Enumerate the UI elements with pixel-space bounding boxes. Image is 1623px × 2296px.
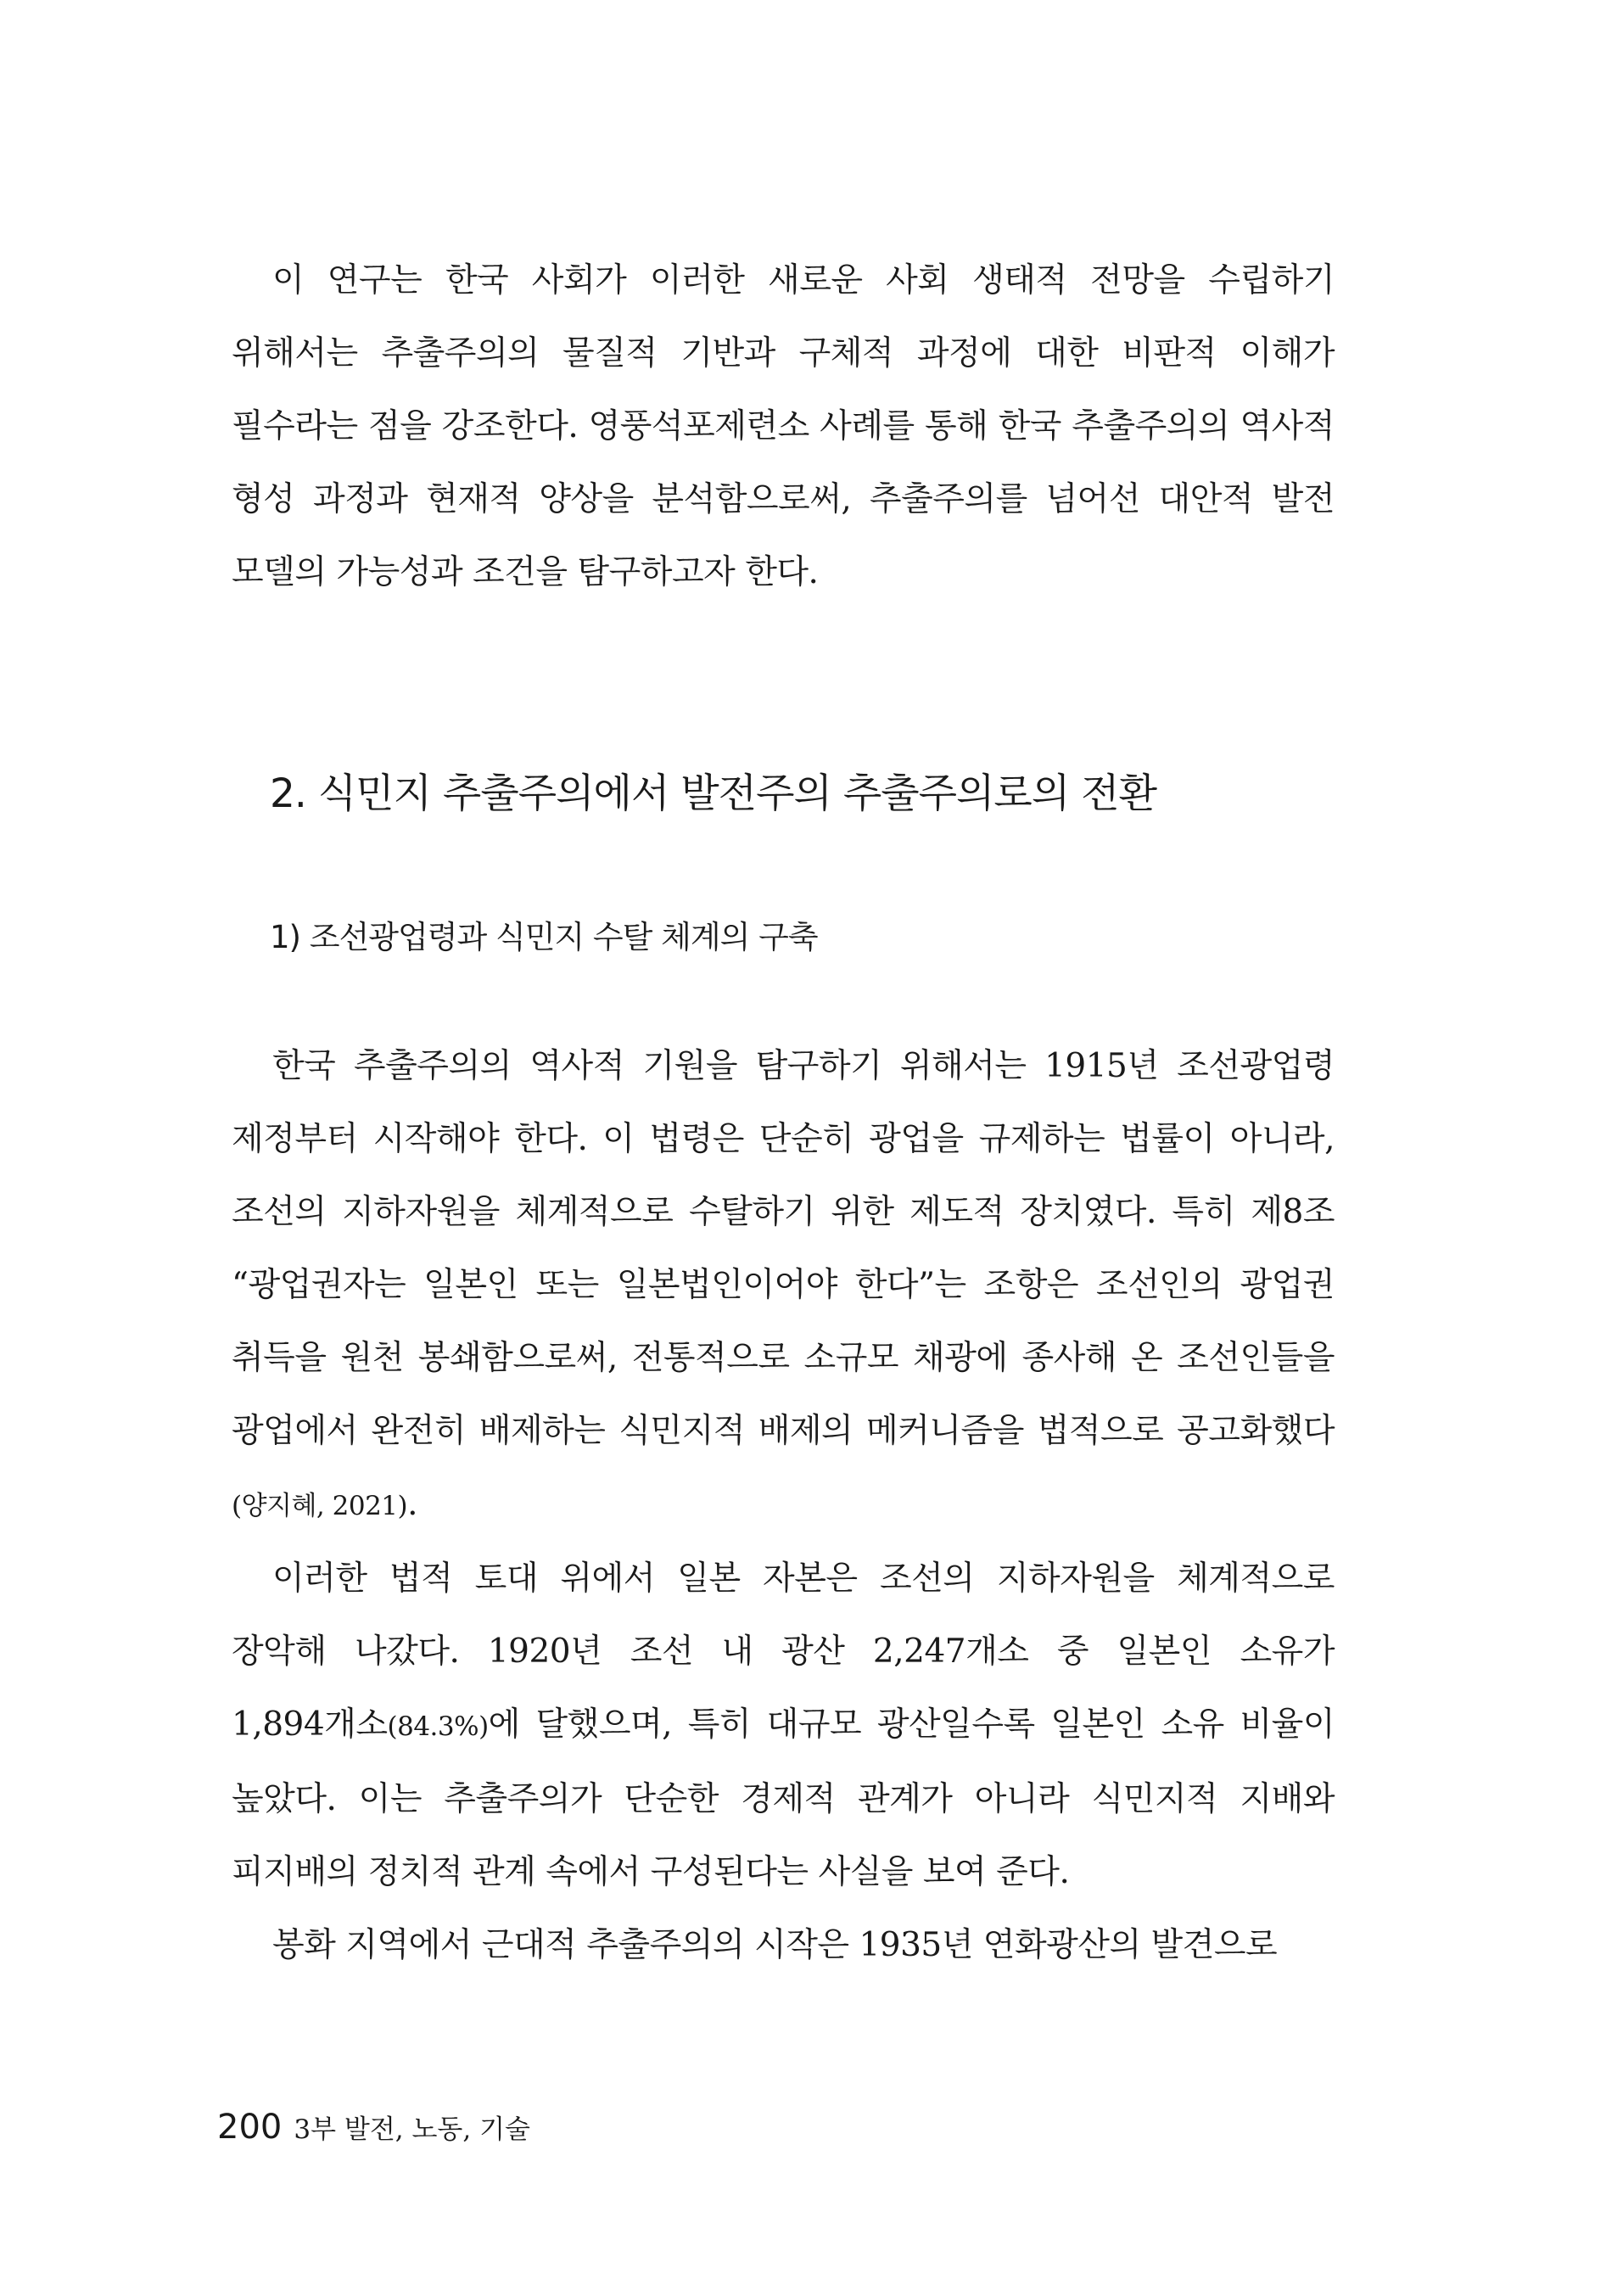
running-header: 3부 발전, 노동, 기술 bbox=[294, 2114, 530, 2145]
paragraph-2-rest: 에 달했으며, 특히 대규모 광산일수록 일본인 소유 비율이 높았다. 이는 추출주의가 단순한 경제적 관계가 아니라 식민지적 지배와 피지배의 정치적 관계 속에서 구성된다는 사실을 보여 준다. bbox=[232, 1705, 1335, 1891]
intro-block bbox=[232, 244, 1335, 609]
paragraph-1-end: . bbox=[407, 1485, 418, 1523]
body-block bbox=[232, 1030, 1335, 1982]
body-paragraph-3 bbox=[232, 1909, 1335, 1982]
page-footer bbox=[217, 2108, 530, 2147]
paragraph-1-text: 한국 추출주의의 역사적 기원을 탐구하기 위해서는 1915년 조선광업령 제정부터 시작해야 한다. 이 법령은 단순히 광업을 규제하는 법률이 아니라, 조선의 지하자원을 체계적으로 수탈하기 위한 제도적 장치였다. 특히 제8조 “광업권자는 일본인 또는 일본법인이어야 한다”는 조항은 조선인의 광업권 취득을 원천 봉쇄함으로써, 전통적으로 소규모 채광에 종사해 온 조선인들을 광업에서 완전히 배제하는 식민지적 배제의 메커니즘을 법적으로 공고화했다 bbox=[232, 1047, 1335, 1450]
subsection-heading: 1) 조선광업령과 식민지 수탈 체계의 구축 bbox=[270, 919, 818, 955]
paragraph-2-text: 이러한 법적 토대 위에서 일본 자본은 조선의 지하자원을 체계적으로 장악해 나갔다. 1920년 조선 내 광산 2,247개소 중 일본인 소유가 1,894개소 bbox=[232, 1560, 1335, 1744]
paragraph-1-citation: (양지혜, 2021) bbox=[232, 1491, 408, 1521]
page-number: 200 bbox=[217, 2108, 283, 2147]
section-heading: 2. 식민지 추출주의에서 발전주의 추출주의로의 전환 bbox=[270, 770, 1156, 817]
paragraph-3-text: 봉화 지역에서 근대적 추출주의의 시작은 1935년 연화광산의 발견으로 bbox=[272, 1926, 1278, 1964]
paragraph-2-percentage: (84.3%) bbox=[387, 1711, 489, 1742]
body-paragraph-1 bbox=[232, 1030, 1335, 1543]
intro-paragraph: 이 연구는 한국 사회가 이러한 새로운 사회 생태적 전망을 수립하기 위해서는 추출주의의 물질적 기반과 구체적 과정에 대한 비판적 이해가 필수라는 점을 강조한다. 영풍석포제련소 사례를 통해 한국 추출주의의 역사적 형성 과정과 현재적 양상을 분석함으로써, 추출주의를 넘어선 대안적 발전 모델의 가능성과 조건을 탐구하고자 한다. bbox=[232, 261, 1335, 591]
body-paragraph-2 bbox=[232, 1543, 1335, 1909]
